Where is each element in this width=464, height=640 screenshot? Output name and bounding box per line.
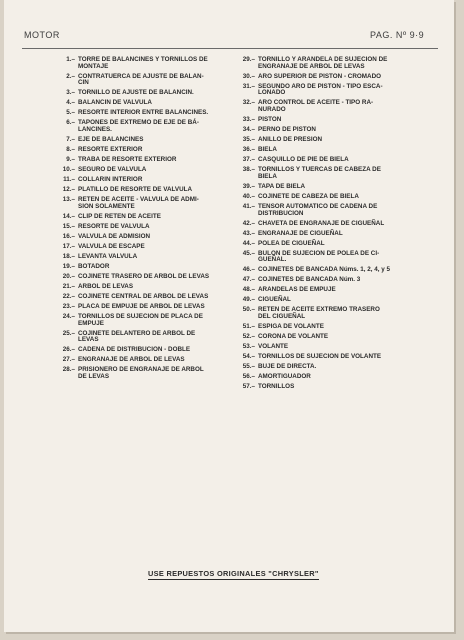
part-list-item	[56, 254, 234, 261]
part-number: 4.–	[66, 99, 75, 107]
part-description: LEVANTA VALVULA	[78, 252, 138, 260]
section-title: MOTOR	[24, 30, 60, 40]
part-description: CORONA DE VOLANTE	[258, 332, 329, 340]
part-description: BULON DE SUJECION DE POLEA DE CI- GUEÑAL.	[258, 249, 380, 264]
part-list-item	[56, 57, 234, 70]
part-list-item	[236, 74, 416, 81]
part-description: CIGUEÑAL	[258, 296, 291, 304]
part-description: PLACA DE EMPUJE DE ARBOL DE LEVAS	[78, 302, 205, 310]
part-list-item	[236, 241, 416, 248]
part-number: 9.–	[66, 156, 75, 164]
part-list-item	[236, 57, 416, 70]
part-number: 44.–	[242, 239, 255, 247]
part-description: CHAVETA DE ENGRANAJE DE CIGUEÑAL	[258, 219, 385, 227]
part-description: PERNO DE PISTON	[258, 126, 316, 134]
part-description: BUJE DE DIRECTA.	[258, 362, 317, 370]
part-list-item	[56, 367, 234, 380]
part-number: 28.–	[62, 366, 75, 374]
part-description: TAPONES DE EXTREMO DE EJE DE BÁ- LANCINES.	[78, 119, 199, 134]
part-number: 31.–	[242, 82, 255, 90]
part-number: 40.–	[242, 192, 255, 200]
part-number: 5.–	[66, 109, 75, 117]
part-list-item	[236, 100, 416, 113]
part-number: 23.–	[62, 302, 75, 310]
parts-list-left	[56, 57, 234, 384]
part-number: 10.–	[62, 166, 75, 174]
part-list-item	[56, 284, 234, 291]
part-description: VALVULA DE ADMISION	[78, 232, 151, 240]
part-number: 29.–	[242, 56, 255, 63]
part-number: 54.–	[242, 352, 255, 360]
part-description: TAPA DE BIELA	[258, 182, 306, 190]
part-list-item	[236, 251, 416, 264]
part-description: BOTADOR	[78, 262, 110, 270]
part-number: 25.–	[62, 329, 75, 337]
document-page	[4, 0, 454, 632]
part-number: 16.–	[62, 232, 75, 240]
part-number: 13.–	[62, 196, 75, 204]
part-description: COJINETES DE BANCADA Núms. 1, 2, 4, y 5	[258, 266, 391, 274]
part-number: 15.–	[62, 222, 75, 230]
part-description: EJE DE BALANCINES	[78, 136, 144, 144]
part-description: TORNILLOS DE SUJECION DE PLACA DE EMPUJE	[78, 312, 203, 327]
part-description: ESPIGA DE VOLANTE	[258, 322, 324, 330]
part-list-item	[236, 147, 416, 154]
parts-list-right	[236, 57, 416, 394]
part-description: BIELA	[258, 146, 277, 154]
part-number: 34.–	[242, 126, 255, 134]
part-number: 20.–	[62, 272, 75, 280]
part-number: 18.–	[62, 252, 75, 260]
part-list-item	[236, 277, 416, 284]
part-description: RETEN DE ACEITE - VALVULA DE ADMI- SION SOLAMENTE	[78, 196, 199, 210]
part-list-item	[236, 354, 416, 361]
part-description: ARO CONTROL DE ACEITE - TIPO RA- NURADO	[258, 99, 374, 114]
part-number: 51.–	[242, 322, 255, 330]
part-list-item	[236, 117, 416, 124]
part-number: 12.–	[62, 186, 75, 194]
part-description: RETEN DE ACEITE EXTREMO TRASERO DEL CIGUEÑAL	[258, 306, 380, 320]
part-list-item	[56, 224, 234, 231]
part-description: PRISIONERO DE ENGRANAJE DE ARBOL DE LEVAS	[78, 366, 204, 380]
part-description: TENSOR AUTOMATICO DE CADENA DE DISTRIBUCION	[258, 202, 378, 217]
part-list-item	[56, 331, 234, 344]
part-list-item	[56, 157, 234, 164]
footer-note: USE REPUESTOS ORIGINALES "CHRYSLER"	[148, 569, 319, 578]
part-number: 7.–	[66, 136, 75, 144]
part-list-item	[236, 137, 416, 144]
part-description: COJINETE CENTRAL DE ARBOL DE LEVAS	[78, 292, 209, 300]
part-number: 39.–	[242, 182, 255, 190]
part-description: TRABA DE RESORTE EXTERIOR	[78, 156, 177, 164]
part-list-item	[56, 90, 234, 97]
part-list-item	[56, 100, 234, 107]
part-number: 30.–	[242, 72, 255, 80]
part-number: 49.–	[242, 296, 255, 304]
part-number: 33.–	[242, 116, 255, 124]
part-description: COJINETES DE BANCADA Núm. 3	[258, 276, 361, 284]
part-number: 46.–	[242, 266, 255, 274]
part-list-item	[56, 347, 234, 354]
part-description: TORNILLO DE AJUSTE DE BALANCIN.	[78, 89, 194, 97]
part-number: 21.–	[62, 282, 75, 290]
part-description: BALANCIN DE VALVULA	[78, 99, 152, 107]
part-list-item	[236, 267, 416, 274]
part-list-item	[236, 167, 416, 180]
part-list-item	[56, 234, 234, 241]
part-description: SEGURO DE VALVULA	[78, 166, 147, 174]
part-description: COJINETE DE CABEZA DE BIELA	[258, 192, 359, 200]
part-number: 48.–	[242, 286, 255, 294]
part-number: 52.–	[242, 332, 255, 340]
part-description: POLEA DE CIGUEÑAL	[258, 239, 325, 247]
part-number: 26.–	[62, 346, 75, 354]
part-list-item	[236, 344, 416, 351]
part-description: AMORTIGUADOR	[258, 372, 311, 380]
part-number: 3.–	[66, 89, 75, 97]
part-list-item	[236, 307, 416, 320]
part-list-item	[236, 84, 416, 97]
part-number: 36.–	[242, 146, 255, 154]
part-description: ARO SUPERIOR DE PISTON - CROMADO	[258, 72, 382, 80]
part-description: VALVULA DE ESCAPE	[78, 242, 145, 250]
part-list-item	[236, 334, 416, 341]
part-number: 35.–	[242, 136, 255, 144]
part-number: 45.–	[242, 249, 255, 257]
part-number: 57.–	[242, 382, 255, 390]
part-list-item	[236, 324, 416, 331]
part-description: ENGRANAJE DE CIGUEÑAL	[258, 229, 343, 237]
part-list-item	[56, 187, 234, 194]
part-list-item	[56, 147, 234, 154]
part-description: TORNILLOS DE SUJECION DE VOLANTE	[258, 352, 382, 360]
part-number: 17.–	[62, 242, 75, 250]
part-list-item	[236, 384, 416, 391]
part-description: COJINETE TRASERO DE ARBOL DE LEVAS	[78, 272, 210, 280]
part-list-item	[56, 214, 234, 221]
part-list-item	[236, 287, 416, 294]
part-list-item	[236, 374, 416, 381]
part-list-item	[236, 204, 416, 217]
part-description: PLATILLO DE RESORTE DE VALVULA	[78, 186, 193, 194]
part-description: COJINETE DELANTERO DE ARBOL DE LEVAS	[78, 329, 196, 344]
part-number: 11.–	[63, 176, 75, 184]
part-list-item	[56, 137, 234, 144]
part-number: 56.–	[242, 372, 255, 380]
part-description: PISTON	[258, 116, 282, 124]
part-description: RESORTE DE VALVULA	[78, 222, 150, 230]
part-number: 24.–	[62, 312, 75, 320]
part-number: 43.–	[242, 229, 255, 237]
part-list-item	[236, 127, 416, 134]
part-list-item	[56, 74, 234, 87]
part-description: SEGUNDO ARO DE PISTON - TIPO ESCA- LONADO	[258, 82, 383, 97]
part-description: RESORTE INTERIOR ENTRE BALANCINES.	[78, 109, 209, 117]
part-number: 53.–	[242, 342, 255, 350]
part-list-item	[56, 244, 234, 251]
part-number: 19.–	[62, 262, 75, 270]
part-list-item	[236, 194, 416, 201]
part-number: 2.–	[66, 72, 75, 80]
header-rule	[22, 48, 438, 49]
part-list-item	[236, 157, 416, 164]
part-description: RESORTE EXTERIOR	[78, 146, 143, 154]
part-number: 47.–	[242, 276, 255, 284]
part-number: 55.–	[242, 362, 255, 370]
part-number: 32.–	[242, 99, 255, 107]
part-number: 50.–	[242, 306, 255, 314]
part-description: ENGRANAJE DE ARBOL DE LEVAS	[78, 356, 185, 364]
part-list-item	[56, 314, 234, 327]
part-description: TORNILLO Y ARANDELA DE SUJECION DE ENGRANAJE DE ARBOL DE LEVAS	[258, 56, 388, 70]
part-description: ARANDELAS DE EMPUJE	[258, 286, 336, 294]
part-list-item	[56, 274, 234, 281]
part-number: 37.–	[242, 156, 255, 164]
part-number: 42.–	[242, 219, 255, 227]
part-description: COLLARIN INTERIOR	[78, 176, 143, 184]
part-number: 8.–	[66, 146, 75, 154]
part-list-item	[236, 184, 416, 191]
part-list-item	[56, 167, 234, 174]
part-description: CLIP DE RETEN DE ACEITE	[78, 212, 161, 220]
part-list-item	[56, 120, 234, 133]
part-list-item	[236, 231, 416, 238]
part-number: 41.–	[242, 202, 255, 210]
page-number: PAG. Nº 9·9	[370, 30, 425, 40]
part-list-item	[56, 264, 234, 271]
part-description: CONTRATUERCA DE AJUSTE DE BALAN- CIN	[78, 72, 204, 87]
part-description: CADENA DE DISTRIBUCION - DOBLE	[78, 346, 191, 354]
part-description: CASQUILLO DE PIE DE BIELA	[258, 156, 349, 164]
part-list-item	[236, 221, 416, 228]
part-number: 38.–	[242, 166, 255, 174]
part-description: TORNILLOS	[258, 382, 295, 390]
part-list-item	[56, 357, 234, 364]
part-list-item	[236, 297, 416, 304]
part-description: ARBOL DE LEVAS	[78, 282, 134, 290]
part-list-item	[236, 364, 416, 371]
part-description: ANILLO DE PRESION	[258, 136, 323, 144]
part-number: 1.–	[66, 56, 75, 63]
part-list-item	[56, 294, 234, 301]
part-description: VOLANTE	[258, 342, 289, 350]
part-list-item	[56, 110, 234, 117]
part-number: 14.–	[62, 212, 75, 220]
part-number: 27.–	[62, 356, 75, 364]
part-list-item	[56, 177, 234, 184]
part-number: 22.–	[62, 292, 75, 300]
part-list-item	[56, 304, 234, 311]
part-list-item	[56, 197, 234, 210]
part-description: TORRE DE BALANCINES Y TORNILLOS DE MONTAJE	[78, 56, 208, 70]
part-description: TORNILLOS Y TUERCAS DE CABEZA DE BIELA	[258, 166, 381, 180]
part-number: 6.–	[66, 119, 75, 127]
